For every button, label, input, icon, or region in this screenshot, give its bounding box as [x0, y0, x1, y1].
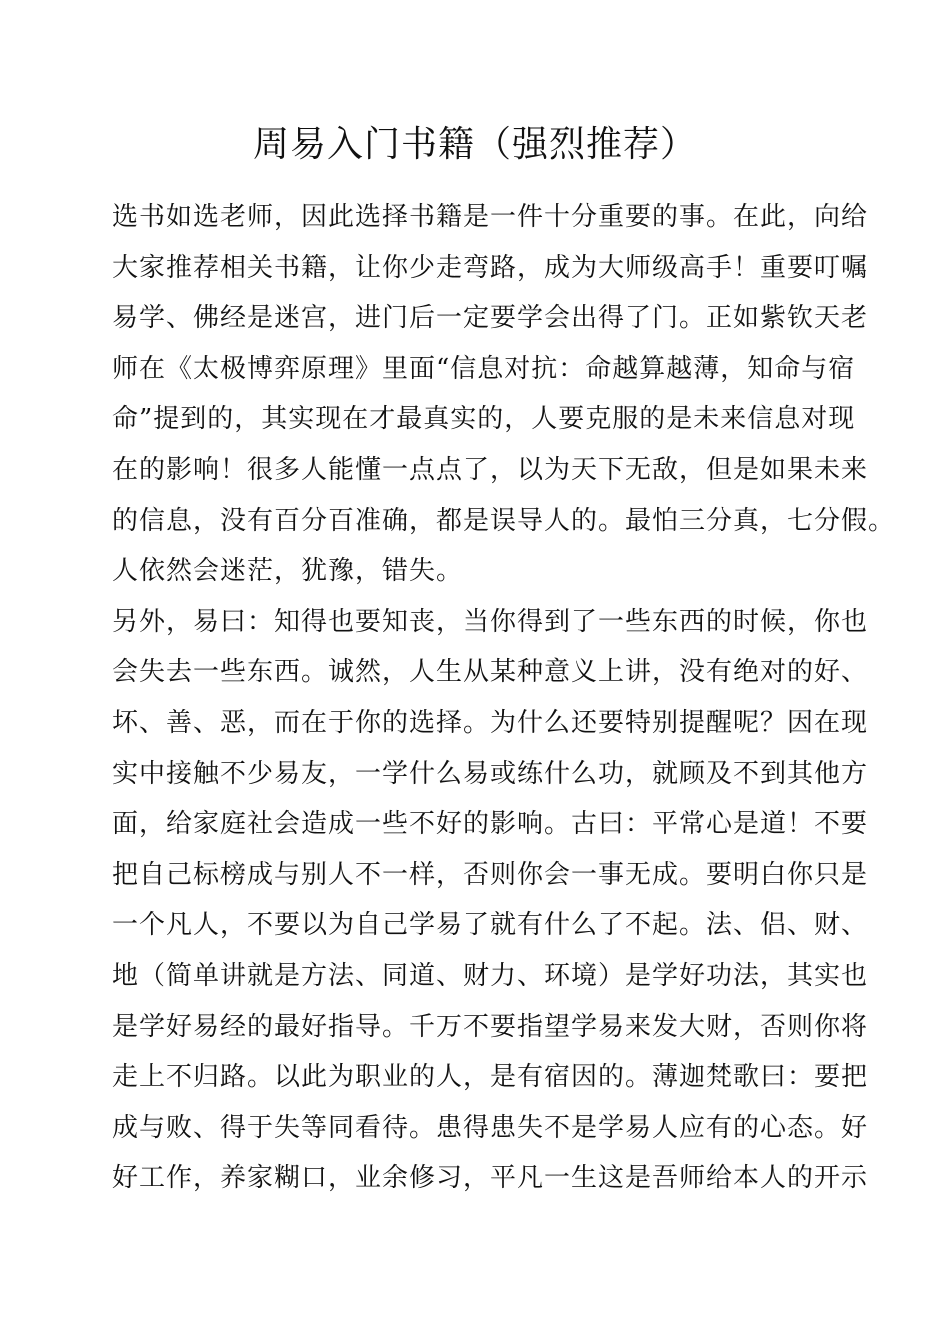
text-line: 易学、佛经是迷宫，进门后一定要学会出得了门。正如紫钦天老 [112, 303, 869, 334]
text-line: 师在《太极博弈原理》里面“信息对抗：命越算越薄，知命与宿 [112, 353, 856, 384]
text-line: 另外，易曰：知得也要知丧，当你得到了一些东西的时候，你也 [112, 606, 869, 637]
text-line: 大家推荐相关书籍，让你少走弯路，成为大师级高手！重要叮嘱 [112, 252, 869, 283]
text-line: 坏、善、恶，而在于你的选择。为什么还要特别提醒呢？因在现 [112, 707, 869, 738]
text-line: 命”提到的，其实现在才最真实的，人要克服的是未来信息对现 [112, 404, 856, 435]
text-line: 会失去一些东西。诚然，人生从某种意义上讲，没有绝对的好、 [112, 657, 869, 688]
text-line: 成与败、得于失等同看待。患得患失不是学易人应有的心态。好 [112, 1112, 869, 1143]
text-line: 地（简单讲就是方法、同道、财力、环境）是学好功法，其实也 [112, 960, 869, 991]
text-line: 选书如选老师，因此选择书籍是一件十分重要的事。在此，向给 [112, 202, 869, 232]
page-title: 周易入门书籍（强烈推荐） [252, 124, 697, 165]
document-body [112, 192, 896, 1204]
text-line: 走上不归路。以此为职业的人，是有宿因的。薄迦梵歌曰：要把 [112, 1062, 869, 1093]
text-line: 是学好易经的最好指导。千万不要指望学易来发大财，否则你将 [112, 1011, 869, 1042]
text-line: 面，给家庭社会造成一些不好的影响。古曰：平常心是道！不要 [112, 809, 869, 840]
text-line: 的信息，没有百分百准确，都是误导人的。最怕三分真，七分假。 [112, 505, 896, 536]
text-line: 人依然会迷茫，犹豫，错失。 [112, 556, 464, 587]
text-line: 一个凡人，不要以为自己学易了就有什么了不起。法、侣、财、 [112, 910, 869, 941]
text-line: 实中接触不少易友，一学什么易或练什么功，就顾及不到其他方 [112, 758, 869, 789]
text-line: 在的影响！很多人能懂一点点了，以为天下无敌，但是如果未来 [112, 454, 869, 485]
text-line: 好工作，养家糊口，业余修习，平凡一生这是吾师给本人的开示 [112, 1163, 869, 1194]
text-line: 把自己标榜成与别人不一样，否则你会一事无成。要明白你只是 [112, 859, 869, 890]
